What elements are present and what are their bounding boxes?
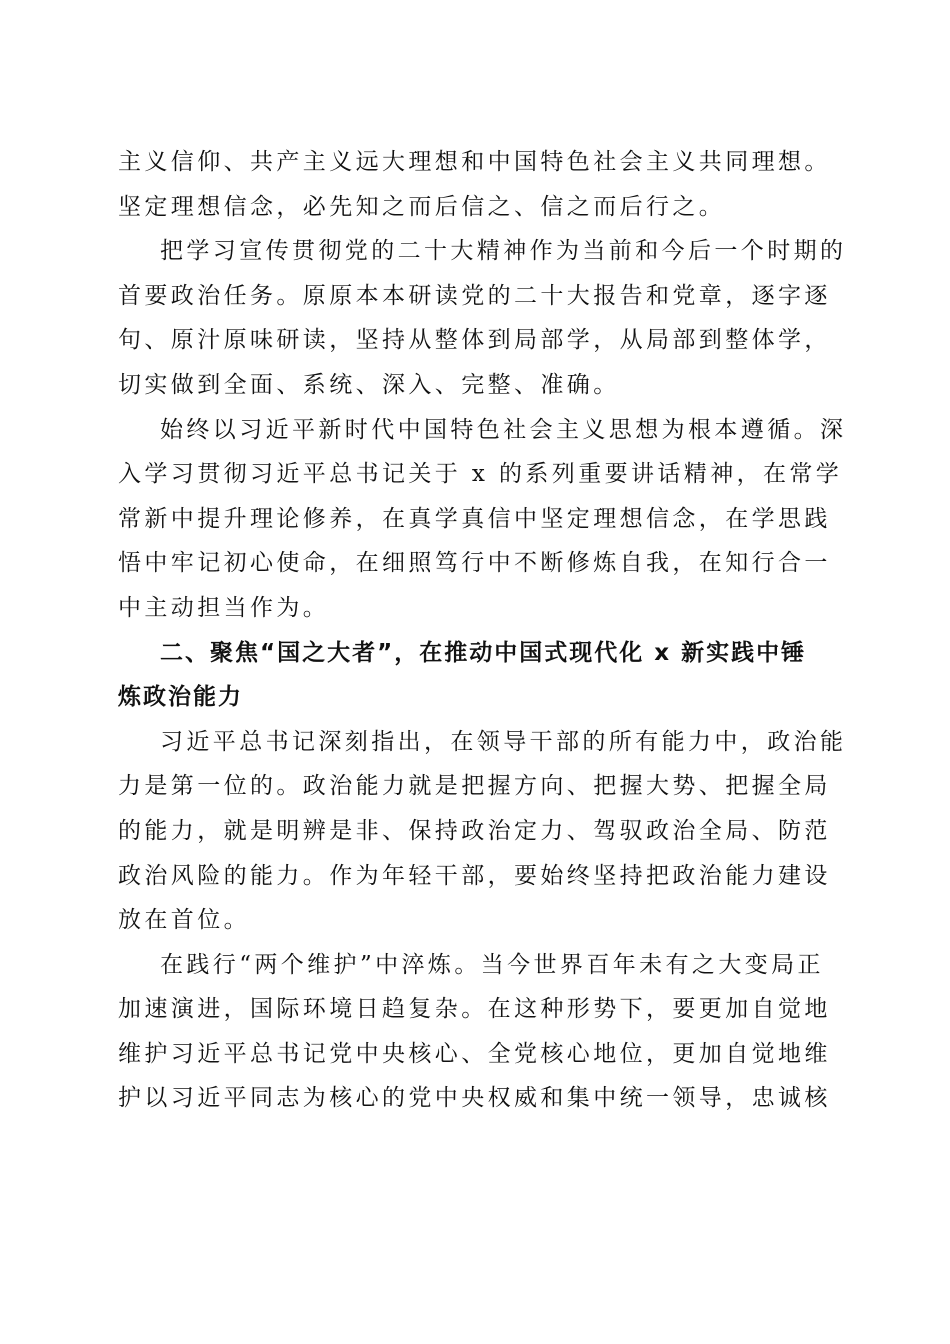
text-line: 始终以习近平新时代中国特色社会主义思想为根本遵循。深	[160, 416, 847, 443]
text-line: 主义信仰、共产主义远大理想和中国特色社会主义共同理想。	[118, 149, 831, 175]
text-line: 悟中牢记初心使命，在细照笃行中不断修炼自我，在知行合一	[118, 550, 831, 577]
document-body	[118, 140, 847, 1121]
text-line: 句、原汁原味研读，坚持从整体到局部学，从局部到整体学，	[118, 327, 831, 354]
text-line: 习近平总书记深刻指出，在领导干部的所有能力中，政治能	[160, 728, 847, 755]
text-line: 常新中提升理论修养，在真学真信中坚定理想信念，在学思践	[118, 505, 831, 532]
text-line: 政治风险的能力。作为年轻干部，要始终坚持把政治能力建设	[118, 862, 831, 889]
text-line: 把学习宣传贯彻党的二十大精神作为当前和今后一个时期的	[160, 238, 847, 265]
text-line: 中主动担当作为。	[118, 594, 330, 621]
text-line: 护以习近平同志为核心的党中央权威和集中统一领导，忠诚核	[118, 1085, 831, 1112]
text-line: 加速演进，国际环境日趋复杂。在这种形势下，要更加自觉地	[118, 996, 831, 1023]
text-line: 维护习近平总书记党中央核心、全党核心地位，更加自觉地维	[118, 1040, 831, 1067]
text-line: 力是第一位的。政治能力就是把握方向、把握大势、把握全局	[118, 773, 831, 800]
text-line: 切实做到全面、系统、深入、完整、准确。	[118, 371, 620, 398]
section-heading: 炼政治能力	[118, 684, 243, 711]
text-line: 放在首位。	[118, 907, 250, 934]
text-line: 首要政治任务。原原本本研读党的二十大报告和党章，逐字逐	[118, 282, 831, 309]
text-line: 的能力，就是明辨是非、保持政治定力、驾驭政治全局、防范	[118, 817, 831, 844]
text-line: 在践行“两个维护”中淬炼。当今世界百年未有之大变局正	[160, 951, 824, 978]
text-line: 入学习贯彻习近平总书记关于 x 的系列重要讲话精神，在常学	[118, 461, 843, 488]
section-heading: 二、聚焦“国之大者”，在推动中国式现代化 x 新实践中锤	[160, 639, 807, 666]
text-line: 坚定理想信念，必先知之而后信之、信之而后行之。	[118, 193, 726, 220]
